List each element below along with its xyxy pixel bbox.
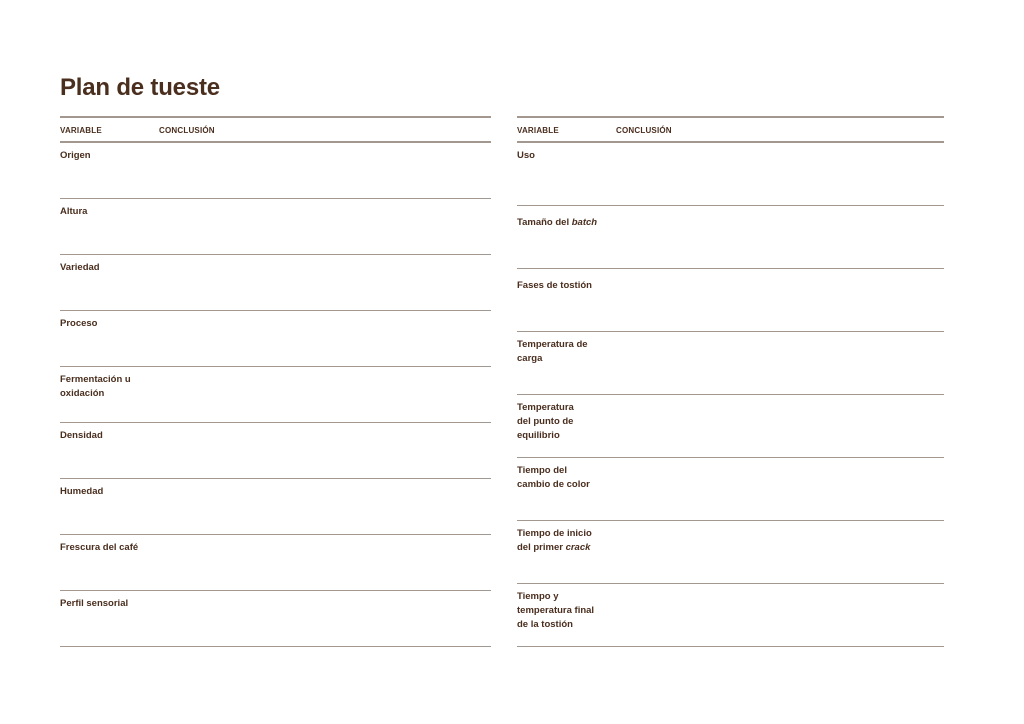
row-tiempo-temperatura-final — [517, 584, 944, 647]
header-variable: VARIABLE — [517, 126, 559, 135]
label-line: del primer — [517, 542, 566, 553]
label-line: Temperatura — [517, 402, 574, 413]
conclusion-field[interactable] — [159, 315, 491, 362]
row-label — [517, 464, 607, 492]
label-line: cambio de color — [517, 479, 590, 490]
conclusion-field[interactable] — [159, 147, 491, 194]
label-line: temperatura final — [517, 605, 595, 616]
row-label: Densidad — [60, 430, 103, 441]
conclusion-field[interactable] — [616, 210, 944, 264]
row-label: Uso — [517, 150, 535, 161]
conclusion-field[interactable] — [159, 539, 491, 586]
row-frescura — [60, 535, 491, 591]
table-header — [517, 116, 944, 143]
row-tamano-batch — [517, 206, 944, 269]
row-primer-crack — [517, 521, 944, 584]
row-label — [517, 216, 607, 230]
label-line: carga — [517, 353, 543, 364]
conclusion-field[interactable] — [159, 595, 491, 642]
row-label: Perfil sensorial — [60, 598, 129, 609]
label-line: Temperatura de — [517, 339, 588, 350]
row-proceso — [60, 311, 491, 367]
row-cambio-color — [517, 458, 944, 521]
row-fases-tostion — [517, 269, 944, 332]
row-fermentacion — [60, 367, 491, 423]
row-label — [517, 527, 607, 555]
row-label — [60, 373, 131, 401]
conclusion-field[interactable] — [616, 336, 944, 390]
row-variedad — [60, 255, 491, 311]
conclusion-field[interactable] — [159, 483, 491, 530]
conclusion-field[interactable] — [616, 399, 944, 453]
conclusion-field[interactable] — [159, 371, 491, 418]
conclusion-field[interactable] — [616, 273, 944, 327]
row-label: Fases de tostión — [517, 280, 592, 291]
label-line: Tiempo y — [517, 591, 559, 602]
conclusion-field[interactable] — [616, 588, 944, 642]
row-label: Frescura del café — [60, 542, 139, 553]
label-italic: batch — [571, 217, 598, 228]
header-conclusion: CONCLUSIÓN — [159, 126, 215, 135]
header-conclusion: CONCLUSIÓN — [616, 126, 672, 135]
row-temperatura-carga — [517, 332, 944, 395]
label-line: oxidación — [60, 388, 105, 399]
row-altura — [60, 199, 491, 255]
conclusion-field[interactable] — [159, 259, 491, 306]
label-text: Tamaño del — [517, 217, 572, 228]
conclusion-field[interactable] — [159, 427, 491, 474]
row-label — [517, 338, 607, 366]
row-humedad — [60, 479, 491, 535]
row-densidad — [60, 423, 491, 479]
conclusion-field[interactable] — [616, 462, 944, 516]
header-variable: VARIABLE — [60, 126, 102, 135]
label-line: del punto de — [517, 416, 574, 427]
row-label: Variedad — [60, 262, 100, 273]
label-line: Tiempo de inicio — [517, 528, 592, 539]
conclusion-field[interactable] — [616, 525, 944, 579]
row-temperatura-equilibrio — [517, 395, 944, 458]
label-line: equilibrio — [517, 430, 560, 441]
row-label: Humedad — [60, 486, 104, 497]
row-label: Proceso — [60, 318, 98, 329]
label-italic: crack — [565, 542, 591, 553]
row-label — [517, 401, 607, 443]
table-header — [60, 116, 491, 143]
conclusion-field[interactable] — [616, 147, 944, 201]
row-label: Origen — [60, 150, 91, 161]
left-table — [60, 116, 491, 647]
row-label: Altura — [60, 206, 88, 217]
row-perfil-sensorial — [60, 591, 491, 647]
label-line: Fermentación u — [60, 374, 131, 385]
label-line: de la tostión — [517, 619, 573, 630]
page-title: Plan de tueste — [60, 74, 220, 101]
right-table — [517, 116, 944, 647]
conclusion-field[interactable] — [159, 203, 491, 250]
row-label — [517, 590, 607, 632]
row-uso — [517, 143, 944, 206]
row-origen — [60, 143, 491, 199]
label-line: Tiempo del — [517, 465, 567, 476]
